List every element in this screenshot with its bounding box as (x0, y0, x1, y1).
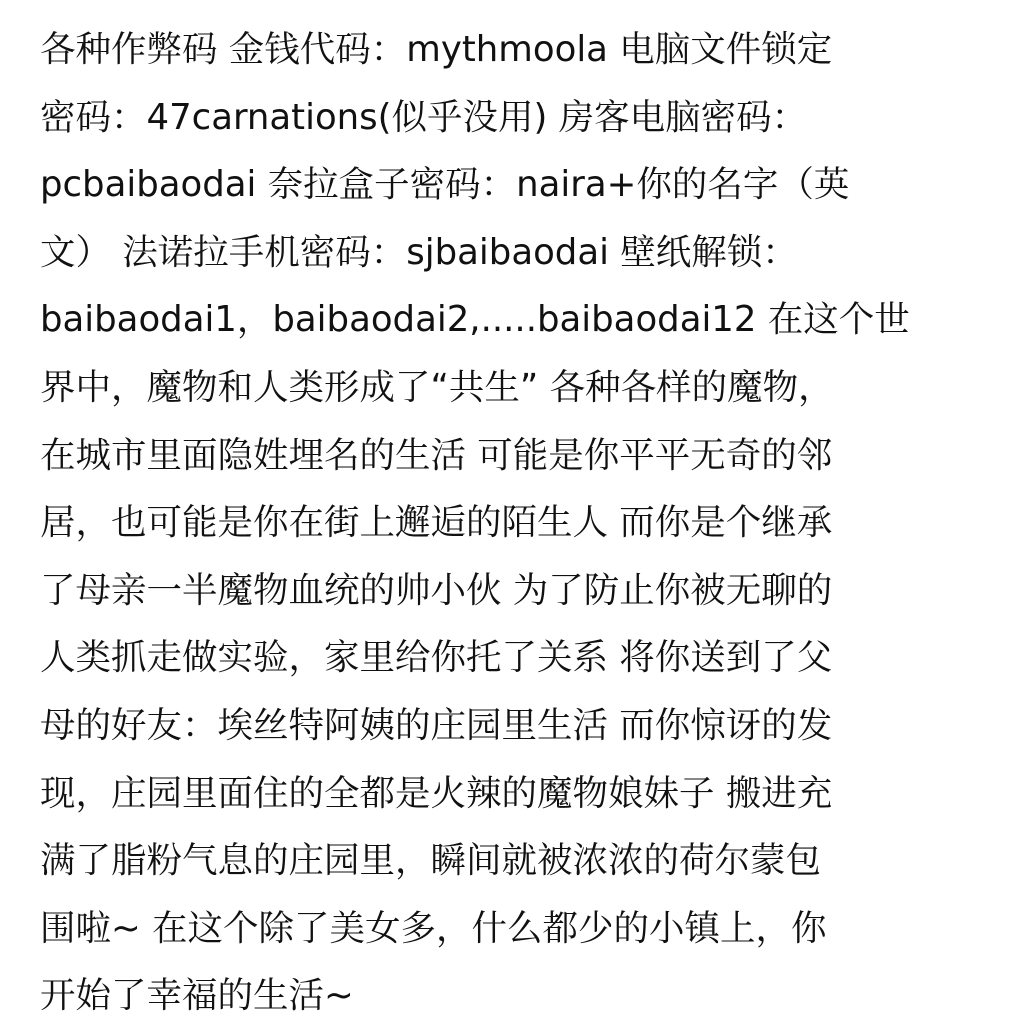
text-line: 了母亲一半魔物血统的帅小伙 为了防止你被无聊的 (40, 569, 833, 611)
text-line: 围啦~ 在这个除了美女多，什么都少的小镇上，你 (40, 907, 827, 949)
text-line: 各种作弊码 金钱代码：mythmoola 电脑文件锁定 (40, 29, 833, 70)
text-line: 文） 法诺拉手机密码：sjbaibaodai 壁纸解锁： (40, 231, 798, 273)
text-line: 密码：47carnations(似乎没用) 房客电脑密码： (40, 96, 808, 138)
text-line: pcbaibaodai 奈拉盒子密码：naira+你的名字（英 (40, 164, 850, 206)
text-line: 人类抓走做实验，家里给你托了关系 将你送到了父 (40, 637, 833, 679)
text-line: 界中，魔物和人类形成了“共生” 各种各样的魔物， (40, 366, 834, 408)
text-line: 母的好友：埃丝特阿姨的庄园里生活 而你惊讶的发 (40, 704, 833, 746)
text-line: 满了脂粉气息的庄园里，瞬间就被浓浓的荷尔蒙包 (40, 840, 822, 882)
text-line: 居，也可能是你在街上邂逅的陌生人 而你是个继承 (40, 502, 833, 544)
text-line: baibaodai1，baibaodai2,.....baibaodai12 在这个世 (40, 299, 910, 341)
text-line: 开始了幸福的生活~ (40, 975, 354, 1017)
text-line: 现，庄园里面住的全都是火辣的魔物娘妹子 搬进充 (40, 772, 833, 814)
post-body-text (40, 16, 990, 1030)
text-line: 在城市里面隐姓埋名的生活 可能是你平平无奇的邻 (40, 434, 833, 476)
